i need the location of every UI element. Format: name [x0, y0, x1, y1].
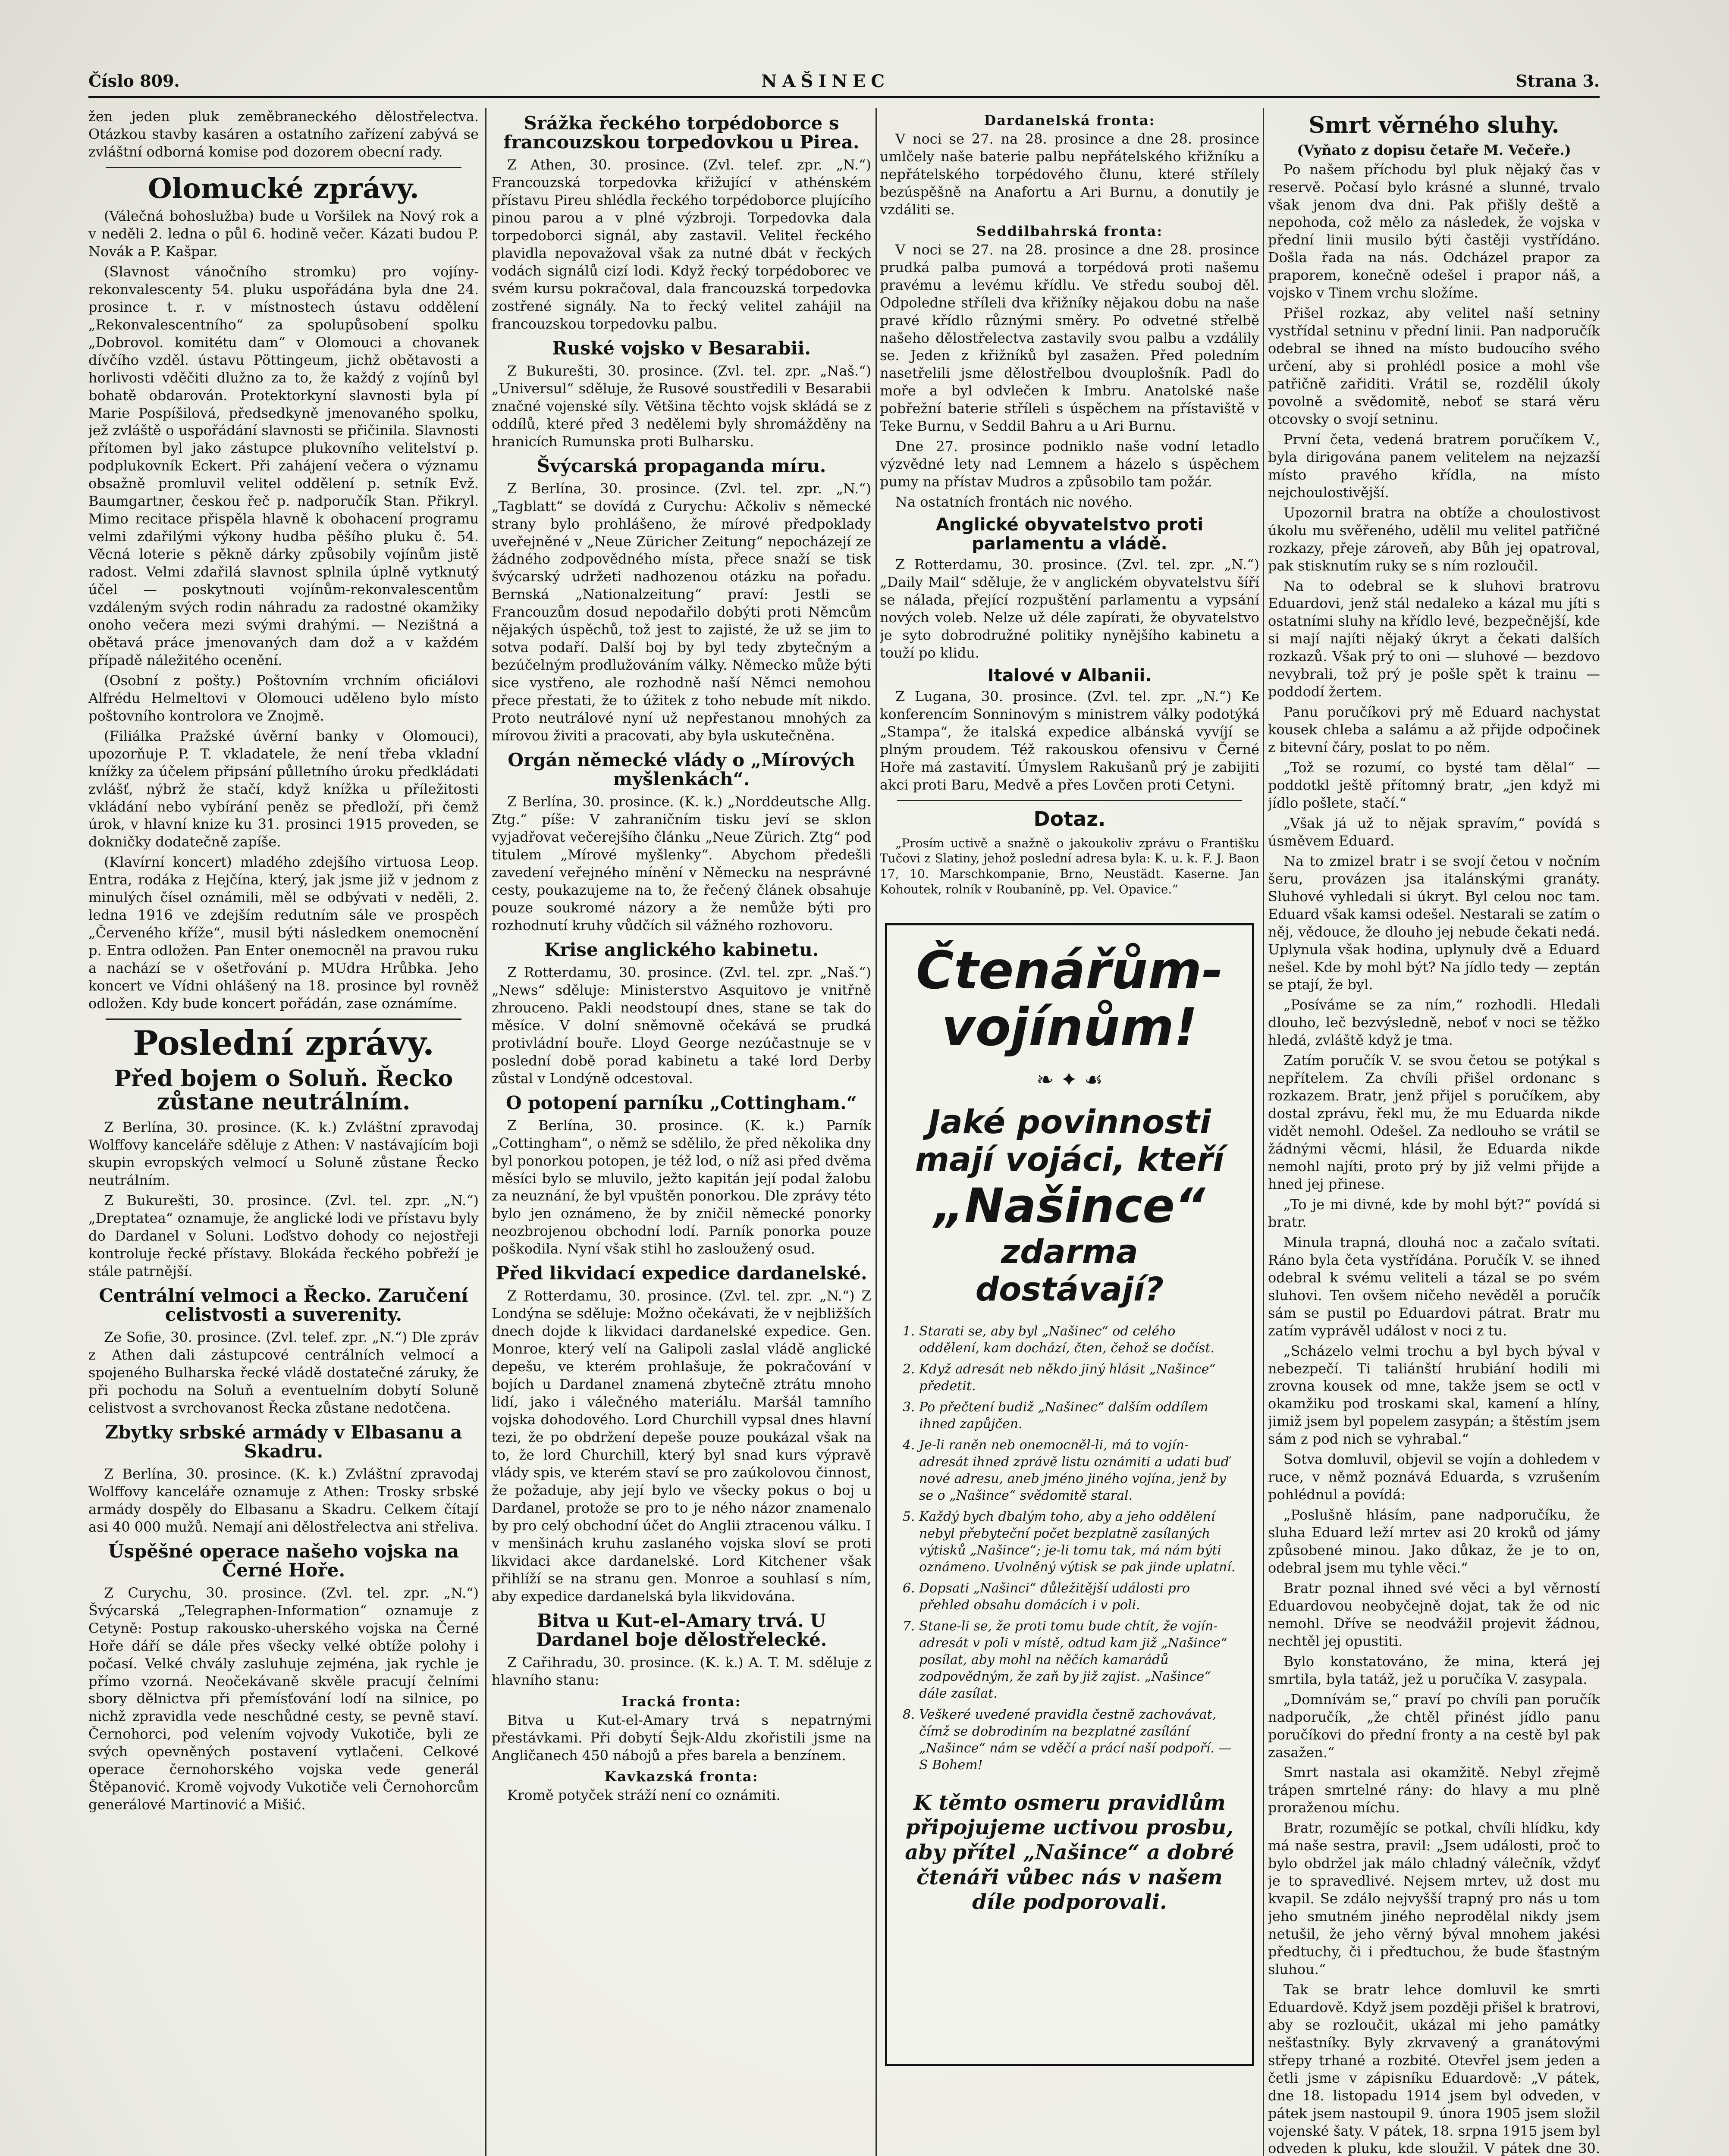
article-text: Na to odebral se k sluhovi bratrovu Eduardovi, jenž stál nedaleko a kázal mu jíti s ostatními sluhy na křídlo levé, bezpečnější, kde si mají najíti nějaký úkryt a čekati dalších rozkazů. Však prý to oni — sluhové — bezdovo nevybrali, tož prý je pošle spět k trainu — poddodí žertem.: [1268, 577, 1600, 700]
article-text: (Slavnost vánočního stromku) pro vojíny-rekonvalescenty 54. pluku uspořádána byla dne 24. prosince t. r. v místnostech ústavu oddělení „Rekonvalescentního“ za spolupůsobení spolku „Dobrovol. komitétu dam“ v Olomouci a chovanek dívčího vzděl. ústavu Pöttingeum, jichž obětavosti a horlivosti vděčiti dlužno za to, že každý z vojínů byl bohatě obdarován. Protektorkyní slavnosti byla pí Marie Pospíšilová, předsedkyně jmenovaného spolku, jež zvláště o uspořádání slavnosti se přičinila. Slavnosti přítomen byl jako zástupce plukovního velitelství p. podplukovník Eckert. Při zahájení večera o významu obsažně promluvil velitel oddělení p. setník Evž. Baumgartner, českou řeč p. nadporučík Stan. Přikryl. Mimo recitace přispěla hlavně k obohacení programu velmi zdařilými výkony hudba pěšího pluku č. 54. Věcná loterie s pěkně dárky způsobily vojínům jistě radost. Velmi zdařilá slavnost splnila úplně vytknutý účel — poskytnouti vojínům-rekonvalescentům vzdáleným svých rodin náhradu za radostné okamžiky onoho večera mezi svými drahými. — Nezištná a obětavá práce jmenovaných dam dož a v každém případě náležitého ocenění.: [88, 263, 479, 668]
article-headline: Centrální velmoci a Řecko. Zaručení celistvosti a suverenity.: [99, 1285, 468, 1325]
divider: [106, 167, 461, 168]
article-text: (Klavírní koncert) mladého zdejšího virtuosa Leop. Entra, rodáka z Hejčína, který, jak jsme již v jednom z minulých čísel oznámili, měl se odbývati v neděli, 2. ledna 1916 ve zdejším redutním sále ve prospěch „Červeného kříže“, musil býti následkem onemocnění p. Entra odložen. Pan Enter onemocněl na pravou ruku a nachází se v ošetřování p. MUdra Hrůbka. Jeho koncert ve Vídni ohlášený na 18. prosince byl rovněž odložen. Kdy bude koncert pořádán, zase oznámíme.: [88, 854, 479, 1012]
notice-question: zdarma dostávají?: [975, 1232, 1164, 1309]
article-text: žen jeden pluk zeměbraneckého dělostřelectva. Otázkou stavby kasáren a ostatního zařízení zabývá se zvláštní odborná komise pod dozorem obecní rady.: [88, 108, 479, 160]
article-headline: Ruské vojsko v Besarabii.: [552, 337, 811, 359]
article-text: Přišel rozkaz, aby velitel naší setniny vystřídal setninu v přední linii. Pan nadporučík odebral se ihned na místo budoucího svého určení, aby si prohlédl posice a mohl vše patřičně zařiditi. Vrátil se, rozdělil úkoly povolně a svědomitě, neboť se stará věru otcovsky o svojí setninu.: [1268, 305, 1600, 427]
article-text: (Válečná bohoslužba) bude u Voršilek na Nový rok a v neděli 2. ledna o půl 6. hodině večer. Kázati budou P. Novák a P. Kašpar.: [88, 208, 479, 260]
column-1: [88, 108, 479, 2156]
article-text: Na ostatních frontách nic nového.: [895, 494, 1133, 511]
article-text: Z Athen, 30. prosince. (Zvl. telef. zpr. „N.“) Francouzská torpedovka křižující v athénském přístavu Pireu shlédla řeckého torpédoborce plujícího pinou parou a v plné výzbroji. Torpedovka dala torpedoborci signál, aby zastavil. Velitel řeckého plavidla nepovažoval však za nutné dbát v řeckých vodách signálů cizí lodi. Když řecký torpédoborec ve svém kursu pokračoval, dala francouzská torpedovka zostřené signály. Na to řecký velitel zahájil na francouzskou torpedovku palbu.: [492, 157, 871, 332]
article-text: „Prosím uctivě a snažně o jakoukoliv zprávu o Františku Tučovi z Slatiny, jehož poslední adresa byla: K. u. k. F. J. Baon 17, 10. Marschkompanie, Brno, Neustädt. Kaserne. Jan Kohoutek, rolník v Roubaníně, pp. Vel. Opavice.“: [880, 836, 1259, 896]
article-text: „Posíváme se za ním,“ rozhodli. Hledali dlouho, leč bezvýsledně, neboť v noci se těžko hledá, zvláště když je tma.: [1268, 997, 1600, 1049]
article-headline: Anglické obyvatelstvo proti parlamentu a vládě.: [935, 515, 1204, 554]
notice-question: „Našince“: [934, 1178, 1205, 1233]
article-text: Dne 27. prosince podniklo naše vodní letadlo výzvědné lety nad Lemnem a házelo s úspěchem pumy na přístav Mudros a způsobilo tam požár.: [880, 438, 1259, 490]
list-item: 4. Je-li raněn neb onemocněl-li, má to vojín-adresát ihned zprávě listu oznámiti a udati buď nové adresu, aneb jméno jiného vojína, jenž by se o „Našince“ svědomitě staral.: [919, 1437, 1237, 1504]
article-text: Sotva domluvil, objevil se vojín a dohledem v ruce, v němž poznává Eduarda, s vzrušením pohlédnul a povídá:: [1268, 1451, 1600, 1503]
article-text: „Však já už to nějak spravím,“ povídá s úsměvem Eduard.: [1268, 815, 1600, 849]
article-text: Bratr, rozumějíc se potkal, chvíli hlídku, kdy má naše sestra, pravil: „Jsem události, proč to bylo obdržel jak málo chladný válečník, vždyť je to spravedlivé. Nejsem mrtev, už dost mu kvapil. Se zdálo nejvyšší trapný pro nás u tom jeho smutném jiného neprodělal nikdy jsem netušil, že jeho věrný býval mnohem jakési předtuchy, či i předtuchou, že bude šťastným sluhou.“: [1268, 1820, 1600, 1977]
list-item: 6. Dopsati „Našinci“ důležitější události pro přehled obsahu domácích i v poli.: [919, 1580, 1237, 1614]
list-item: 2. Když adresát neb někdo jiný hlásit „Našince“ předetit.: [919, 1361, 1237, 1395]
article-headline: Dotaz.: [1033, 807, 1106, 830]
article-text: „To je mi divné, kde by mohl být?“ povídá si bratr.: [1268, 1196, 1600, 1230]
article-headline: Před likvidací expedice dardanelské.: [496, 1263, 867, 1284]
subsection-title: Iracká fronta:: [621, 1693, 741, 1710]
article-text: Ze Sofie, 30. prosince. (Zvl. telef. zpr. „N.“) Dle zpráv z Athen dali zástupcové centrálních velmocí a spojeného Bulharska řecké vládě dostatečné záruky, že při pochodu na Soluň a eventuelním dobytí Soluně celistvost a svrchovanost Řecka zůstane nedotčena.: [88, 1329, 479, 1416]
article-text: Panu poručíkovi prý mě Eduard nachystat kousek chleba a salámu a až přijde odpočinek z bitevní čáry, poslat to po něm.: [1268, 704, 1600, 756]
article-text: Po našem příchodu byl pluk nějaký čas v reservě. Počasí bylo krásné a slunné, trvalo však jenom dva dni. Pak přišly deště a nepohoda, což mělo za následek, že vojska v přední linii musilo býti častěji vystřídáno. Došla řada na nás. Odcházel prapor za praporem, konečně odešel i prapor náš, a vojsko v Tinem vrchu složíme.: [1268, 161, 1600, 301]
notice-question: Jaké povinnosti: [928, 1102, 1211, 1141]
article-text: (Osobní z pošty.) Poštovním vrchním oficiálovi Alfrédu Helmeltovi v Olomouci uděleno bylo místo poštovního kontrolora ve Znojmě.: [88, 672, 479, 724]
article-text: Z Rotterdamu, 30. prosince. (Zvl. tel. zpr. „Naš.“) „News“ sděluje: Ministerstvo Asquitovo je vnitřně zhrouceno. Pakli neodstoupí dnes, stane se tak do měsíce. V dolní sněmovně očekává se prudká protivládní bouře. Lloyd George nezúčastnuje se v poslední době porad kabinetu a také lord Derby zůstal v Londýně odcestoval.: [492, 964, 871, 1087]
article-text: Tak se bratr lehce domluvil ke smrti Eduardově. Když jsem později přišel k bratrovi, aby se rozloučit, ukázal mi jeho památky nešťastníky. Byly zkrvavený a granátovými střepy trhané a rozbité. Otevřel jsem jeden a četli jsme v zápisníku Eduardově: „V pátek, dne 18. listopadu 1914 jsem byl odveden, v pátek jsem nastoupil 9. února 1905 jsem složil vojenské šaty. V pátek, 18. srpna 1915 jsem byl odveden k pluku, kde sloužil. V pátek dne 30.: [1268, 1981, 1600, 2156]
article-text: Kromě potyček stráží není co oznámiti.: [507, 1787, 781, 1804]
article-text: Z Berlína, 30. prosince. (Zvl. tel. zpr. „N.“) „Tagblatt“ se dovídá z Curychu: Ačkoliv s německé strany bylo prohlášeno, že mírové předpoklady uveřejněné v „Neue Züricher Zeitung“ nepocházejí ze žádného zodpovědného místa, přece snaží se tisk švýcarský udržeti nadhozenou otázku na pořadu. Bernská „Nationalzeitung“ praví: Jestli se Francouzům dosud nepodařilo dobýti proti Němcům nějakých úspěchů, tož jest to zajisté, že už se jim to sotva podaří. Další boj by byl tedy zbytečným a bezúčelným prodlužováním války. Německo může býti sice vystřeno, ale rozhodně naší Němci nemohou přece přestati, že to úžitek z toho nebude mít nikdo. Proto neutrálové nyní už nepřestanou mnohých za mírovou živiti a pracovati, aby byla uskutečněna.: [492, 480, 871, 744]
article-text: Bratr poznal ihned své věci a byl věrností Eduardovou neobyčejně dojat, tak že od nic nemohl. Dříve se neodvážil projevit žádnou, nechtěl jej opustiti.: [1268, 1579, 1600, 1649]
column-divider: [875, 108, 877, 2156]
notice-question: mají vojáci, kteří: [915, 1140, 1224, 1179]
article-text: Zatím poručík V. se svou četou se potýkal s nepřítelem. Za chvíli přišel ordonanc s rozkazem. Bratr, jenž přijel s poručíkem, aby dostal zprávu, řekl mu, že mu Eduarda nikde vidět nemohl. Odešel. Za nedlouho se vrátil se žádnými věcmi, hlásil, že Eduarda nikde nemohl najíti, proto prý by již velmi přijde a hned jej přinese.: [1268, 1052, 1600, 1192]
list-item: 1. Starati se, aby byl „Našinec“ od celého oddělení, kam dochází, čten, čehož se dočíst.: [919, 1323, 1237, 1357]
notice-rules-list: [902, 1323, 1237, 1774]
article-text: Z Berlína, 30. prosince. (K. k.) Zvláštní zpravodaj Wolffovy kanceláře sděluje z Athen: V nastávajícím boji skupin evropských velmocí u Soluně zůstane Řecko neutrálním.: [88, 1119, 479, 1188]
article-text: V noci se 27. na 28. prosince a dne 28. prosince prudká palba pumová a torpédová proti našemu pravému a levému křídlu. Ve středu souboj děl. Odpoledne stříleli dva křižníky nějakou dobu na naše pravé křídlo různými směry. Po odvetné střelbě našeho dělostřelectva zastavily svou palbu a vzdálily se. Jeden z křižníků byl zasažen. Před poledním nasetřelili jsme dělostřelbou dvouplošník. Padl do moře a byl odvlečen k Imbru. Anatolské naše pobřežní baterie stříleli s úspěchem na přístaviště v Teke Burnu, v Seddil Bahru a u Ari Burnu.: [880, 241, 1259, 435]
divider: [106, 1018, 461, 1020]
divider: [897, 800, 1242, 801]
masthead-rule: [88, 96, 1600, 98]
page-number: Strana 3.: [1516, 71, 1600, 91]
article-text: Upozornil bratra na obtíže a choulostivost úkolu mu svěřeného, udělil mu velitel patřičné rozkazy, přeje zároveň, aby Bůh jej opatroval, pak stisknutím ruky se s ním rozloučil.: [1268, 504, 1600, 574]
article-text: (Filiálka Pražské úvěrní banky v Olomouci), upozorňuje P. T. vkladatele, že není třeba vkladní knížky za účelem připsání půlletního úroku předkládati zvlášť, nýbrž že stačí, když knížka u příležitosti vkládání nebo vybírání peněz se předloží, při čemž úrok, v hlavní knize ku 31. prosinci 1915 proveden, se dokničky dodatečně zapíše.: [88, 727, 479, 850]
article-headline: Zbytky srbské armády v Elbasanu a Skadru.: [105, 1421, 462, 1462]
article-text: Minula trapná, dlouhá noc a začalo svítati. Ráno byla četa vystřídána. Poručík V. se ihned odebral k svému veliteli a tázal se po svém sluhovi. Ten ovšem ničeho nevěděl a poručík sám se pustil po Eduardovi pátrat. Bratr mu zatím vyprávěl událost v noci z tu.: [1268, 1234, 1600, 1339]
notice-heading: Čtenářům-: [916, 940, 1224, 1001]
subsection-title: Kavkazská fronta:: [604, 1768, 759, 1785]
article-headline: Bitva u Kut-el-Amary trvá. U Dardanel boje dělostřelecké.: [536, 1610, 827, 1650]
list-item: 8. Veškeré uvedené pravidla čestně zachovávat, čímž se dobrodiním na bezplatné zasílání „Našince“ nám se vděčí a prácí naší podpoří. — S Bohem!: [919, 1706, 1237, 1774]
subsection-title: Dardanelská fronta:: [984, 112, 1155, 128]
article-subtitle: (Vyňato z dopisu četaře M. Večeře.): [1297, 141, 1571, 158]
subsection-title: Seddilbahrská fronta:: [976, 222, 1163, 239]
article-text: Z Rotterdamu, 30. prosince. (Zvl. tel. zpr. „N.“) „Daily Mail“ sděluje, že v anglickém obyvatelstvu šíří se nálada, přející rozpuštění parlamentu a vypsání nových voleb. Nelze už déle zapírati, že obyvatelstvo je syto dobrodružné politiky nynějšího kabinetu a touží po klidu.: [880, 556, 1259, 661]
article-text: Z Bukurešti, 30. prosince. (Zvl. tel. zpr. „N.“) „Dreptatea“ oznamuje, že anglické lodi ve přístavu byly do Dardanel v Soluni. Loďstvo dohody co nejostřeji kontroluje řecké přístavy. Blokáda řeckého pobřeží je stále patrnější.: [88, 1192, 479, 1279]
article-text: Bylo konstatováno, že mina, která jej smrtila, byla tatáž, jež u poručíka V. zasypala.: [1268, 1653, 1600, 1687]
article-text: Z Rotterdamu, 30. prosince. (Zvl. tel. zpr. „N.“) Z Londýna se sděluje: Možno očekávati, že v nejbližších dnech dojde k likvidaci dardanelské expedice. Gen. Monroe, který velí na Galipoli zaslal vládě anglické depešu, ve kterém prohlašuje, že pokračování v bojích u Dardanel znamená zbytečně ztrátu mnoho lidí, jako i válečného materiálu. Maršál tamního vojska dohodového. Lord Churchill vypsal dnes hlavní tezi, že po obdržení depeše pouze poukázal však na to, že lord Churchill, který byl snad kurs výpravě vlády spis, ve kterém staví se pro zaúkolovou činnost, že požaduje, aby její bylo ve všecky pokus o boj u Dardanel, protože se pro to je ného názor znamenalo by pro celý obchodní účet do Anglii ztracenou válku. I v menšinách kruhu zaslaného vojska sloví se proti likvidaci akce dardanelské. Lord Kitchener však přihlíží se na stranu gen. Monroe a souhlasí s ním, aby expedice dardanelská byla likvidována.: [492, 1288, 871, 1604]
issue-number: Číslo 809.: [88, 71, 180, 91]
article-text: Z Berlína, 30. prosince. (K. k.) Parník „Cottingham“, o němž se sdělilo, že před několika dny byl ponorkou potopen, je též lod, o níž asi před dvěma měsíci bylo se mluvilo, ježto kapitán její podal žalobu za neuznání, že byl vpuštěn ponorkou. Dle zprávy této bylo jen oznámeno, že by zničil německé ponorky neozbrojenou obchodní lodí. Parník ponorka pouze poškodila. Nyní však stihl ho zasloužený osud.: [492, 1117, 871, 1257]
article-text: Z Lugana, 30. prosince. (Zvl. tel. zpr. „N.“) Ke konferencím Sonninovým s ministrem války podotýká „Stampa“, že italská expedice albánská vyvíjí se plným proudem. Též rakouskou ofensivu v Černé Hoře má zastavití. Úmyslem Rakušanů prý je zabijiti akci proti Baru, Medvě a přes Lovčen proti Cetyni.: [880, 688, 1259, 793]
notice-footer: K těmto osmeru pravidlům připojujeme uctivou prosbu, aby přítel „Našince“ a dobré čtenáři vůbec nás v našem díle podporovali.: [905, 1790, 1234, 1915]
article-text: Z Bukurešti, 30. prosince. (Zvl. tel. zpr. „Naš.“) „Universul“ sděluje, že Rusové soustředili v Besarabii značné vojenské síly. Většina těchto vojsk skládá se z oddílů, které před 3 nedělemi byly shromážděny na hranicích Rumunska proti Bulharsku.: [492, 362, 871, 450]
reader-notice-box: [885, 923, 1254, 2066]
article-text: Z Berlína, 30. prosince. (K. k.) „Norddeutsche Allg. Ztg.“ píše: V zahraničním tisku jeví se sklon vyjadřovat večerejšího článku „Neue Zürich. Ztg“ pod titulem „Mírové myšlenky“. Abychom předešli zavedení veřejného mínění v Německu na nesprávné cesty, poukazujeme na to, že řečený článek obsahuje pouze soukromé názory a že nemůže býti pro rozhodnutí kruhy vůdčích sil vážného rozhovoru.: [492, 793, 871, 934]
article-headline: Úspěšné operace našeho vojska na Černé Hoře.: [108, 1540, 459, 1581]
article-text: „Domnívám se,“ praví po chvíli pan poručík nadporučík, „že chtěl přinést jídlo panu poručíkovi do přední fronty a na cestě byl pak zasažen.“: [1268, 1691, 1600, 1761]
article-headline: Italové v Albanii.: [987, 665, 1152, 686]
ornament-icon: ❧ ✦ ☙: [1036, 1067, 1103, 1092]
list-item: 7. Stane-li se, že proti tomu bude chtít, že vojín-adresát v poli v místě, odtud kam již „Našince“ posílat, aby mohl na něčích kamarádů zodpovědným, že zaň by již zajist. „Našince“ dále zasílat.: [919, 1618, 1237, 1702]
list-item: 5. Každý bych dbalým toho, aby a jeho oddělení nebyl přebyteční počet bezplatně zasílaných výtisků „Našince“; je-li tomu tak, má nám býti oznámeno. Uvolněný výtisk se pak jinde uplatní.: [919, 1508, 1237, 1576]
article-text: Z Berlína, 30. prosince. (K. k.) Zvláštní zpravodaj Wolffovy kanceláře oznamuje z Athen: Trosky srbské armády dospěly do Elbasanu a Skadru. Celkem čítají asi 40 000 mužů. Nemají ani dělostřelectva ani střeliva.: [88, 1465, 479, 1535]
article-headline: Švýcarská propaganda míru.: [537, 455, 826, 476]
article-text: Smrt nastala asi okamžitě. Nebyl zřejmě trápen smrtelné rány: do hlavy a mu plně proraženou míchu.: [1268, 1764, 1600, 1816]
article-text: Z Cařihradu, 30. prosince. (K. k.) A. T. M. sděluje z hlavního stanu:: [492, 1654, 871, 1688]
article-text: Z Curychu, 30. prosince. (Zvl. tel. zpr. „N.“) Švýcarská „Telegraphen-Information“ oznamuje z Cetyně: Postup rakousko-uherského vojska na Černé Hoře dáří se dále přes všecky velké obtíže polohy i počasí. Velké chvály zasluhuje zejména, jak rychle je přímo vzorná. Neočekávaně skvěle pracují čelními sbory dělnictva při přemísťování lodí na silnice, po nichž zpravidla vede neschůdné cesty, se pevně staví. Černohorci, pod velením vojvody Vukotiče, byli ze svých opevněných postavení vytlačeni. Celkové operace černohorského vojska vede generál Štěpanović. Kromě vojvody Vukotiče veli Černohorcům generálové Martinović a Mišić.: [88, 1584, 479, 1813]
article-headline: Srážka řeckého torpédoborce s francouzskou torpedovkou u Pirea.: [503, 113, 860, 153]
newspaper-title: NAŠINEC: [761, 71, 890, 91]
notice-heading: vojínům!: [941, 997, 1198, 1058]
article-headline: Před bojem o Soluň. Řecko zůstane neutrálním.: [114, 1065, 453, 1116]
article-headline: Smrt věrného sluhy.: [1309, 112, 1560, 138]
section-title: Poslední zprávy.: [132, 1023, 435, 1063]
list-item: 3. Po přečtení budiž „Našinec“ dalším oddílem ihned zapůjčen.: [919, 1399, 1237, 1432]
article-text: Bitva u Kut-el-Amary trvá s nepatrnými přestávkami. Při dobytí Šejk-Aldu zkořistili jsme na Angličanech 450 nábojů a přes barela a benzínem.: [492, 1711, 871, 1764]
column-4: [1268, 108, 1600, 2156]
column-3: [880, 108, 1259, 2156]
article-text: „Tož se rozumí, co bysté tam dělal“ — poddotkl ještě přítomný bratr, „jen když mi jídlo pošlete, stačí.“: [1268, 759, 1600, 811]
column-divider: [1263, 108, 1264, 2156]
article-headline: Orgán německé vlády o „Mírových myšlenkách“.: [508, 749, 855, 790]
column-2: [492, 108, 871, 2156]
section-title: Olomucké zprávy.: [148, 172, 419, 205]
article-text: Na to zmizel bratr i se svojí četou v nočním šeru, provázen jsa italánskými granáty. Sluhové vyhledali si úkryt. Byl celou noc tam. Eduard však kamsi odešel. Nestarali se zatím o něj, vědouce, že dlouho jej nebude čekati nedá. Uplynula však hodina, uplynuly dvě a Eduard nešel. Kde by mohl být? Na jídlo tedy — zeptán se ptají, že byl.: [1268, 852, 1600, 993]
article-text: „Poslušně hlásím, pane nadporučíku, že sluha Eduard leží mrtev asi 20 kroků od jámy způsobené minou. Jako důkaz, že je to on, odebral jsem mu tyhle věci.“: [1268, 1507, 1600, 1576]
article-text: První četa, vedená bratrem poručíkem V., byla dirigována panem velitelem na nejzazší místo pravého křídla, na místo nejchoulostivější.: [1268, 431, 1600, 501]
column-divider: [485, 108, 486, 2156]
article-headline: O potopení parníku „Cottingham.“: [506, 1092, 857, 1113]
article-text: V noci se 27. na 28. prosince a dne 28. prosince umlčely naše baterie palbu nepřátelského křižníku a nepřátelského torpédového člunu, které střílely bezúspěšně na Anafortu a Ari Burnu, a donutily je vzdáliti se.: [880, 131, 1259, 218]
article-headline: Krise anglického kabinetu.: [544, 939, 819, 960]
article-text: „Scházelo velmi trochu a byl bych býval v nebezpečí. Ti taliánští hrubiání hodili mi zrovna kousek od mne, takže jsem se octl v okamžiku pod troskami skal, kamení a hlíny, jimiž jsem byl popelem zasypán; a štěstím jsem sám z pod nich se vyhrabal.“: [1268, 1342, 1600, 1448]
